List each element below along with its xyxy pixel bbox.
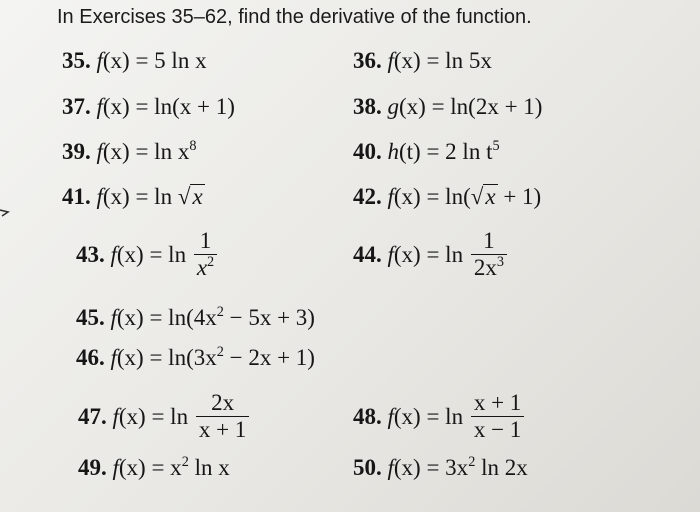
exercise-46: 46. $f(x) = \ln(3x^2 - 2x + 1)$	[76, 344, 315, 370]
fraction: $\frac{1}{x^2}$	[194, 228, 217, 282]
pen-mark-icon	[0, 206, 12, 220]
exercise-instructions: In Exercises 35–62, find the derivative of the function.	[57, 6, 532, 28]
exercise-47: 47. f(x) = ln $\frac{2x}{x + 1}$	[78, 392, 251, 446]
fraction: $\frac{1}{2x^3}$	[471, 228, 507, 282]
exercise-41: 41. f(x) = ln √x	[62, 184, 203, 209]
fraction: $\frac{2x}{x + 1}$	[196, 390, 249, 444]
exercise-38: 38. g(x) = ln(2x + 1)	[353, 94, 543, 119]
exercise-45: 45. $f(x) = \ln(4x^2 - 5x + 3)$	[76, 304, 315, 330]
exercise-44: 44. f(x) = ln $\frac{1}{2x^3}$	[353, 230, 509, 284]
exercise-49: 49. $f(x) = x^2$ ln x	[78, 454, 230, 480]
exercise-40: 40. h(t) = 2 $\ln t^5$	[353, 138, 500, 164]
exercise-43: 43. f(x) = ln $\frac{1}{x^2}$	[76, 230, 219, 284]
square-root: √x	[470, 184, 496, 209]
exercise-35: 35. f(x) = 5 ln x	[62, 48, 207, 73]
exercise-36: 36. f(x) = ln 5x	[353, 48, 492, 73]
exercise-39: 39. $f(x) = \ln x^8$	[62, 138, 197, 164]
exercise-37: 37. f(x) = ln(x + 1)	[62, 94, 235, 119]
exercise-48: 48. f(x) = ln $\frac{x + 1}{x - 1}$	[353, 392, 526, 446]
exercise-42: 42. f(x) = ln(√x + 1)	[353, 184, 542, 209]
fraction: $\frac{x + 1}{x - 1}$	[471, 390, 524, 444]
exercise-50: 50. $f(x) = 3x^2$ ln 2x	[353, 454, 528, 480]
square-root: √x	[177, 184, 203, 209]
